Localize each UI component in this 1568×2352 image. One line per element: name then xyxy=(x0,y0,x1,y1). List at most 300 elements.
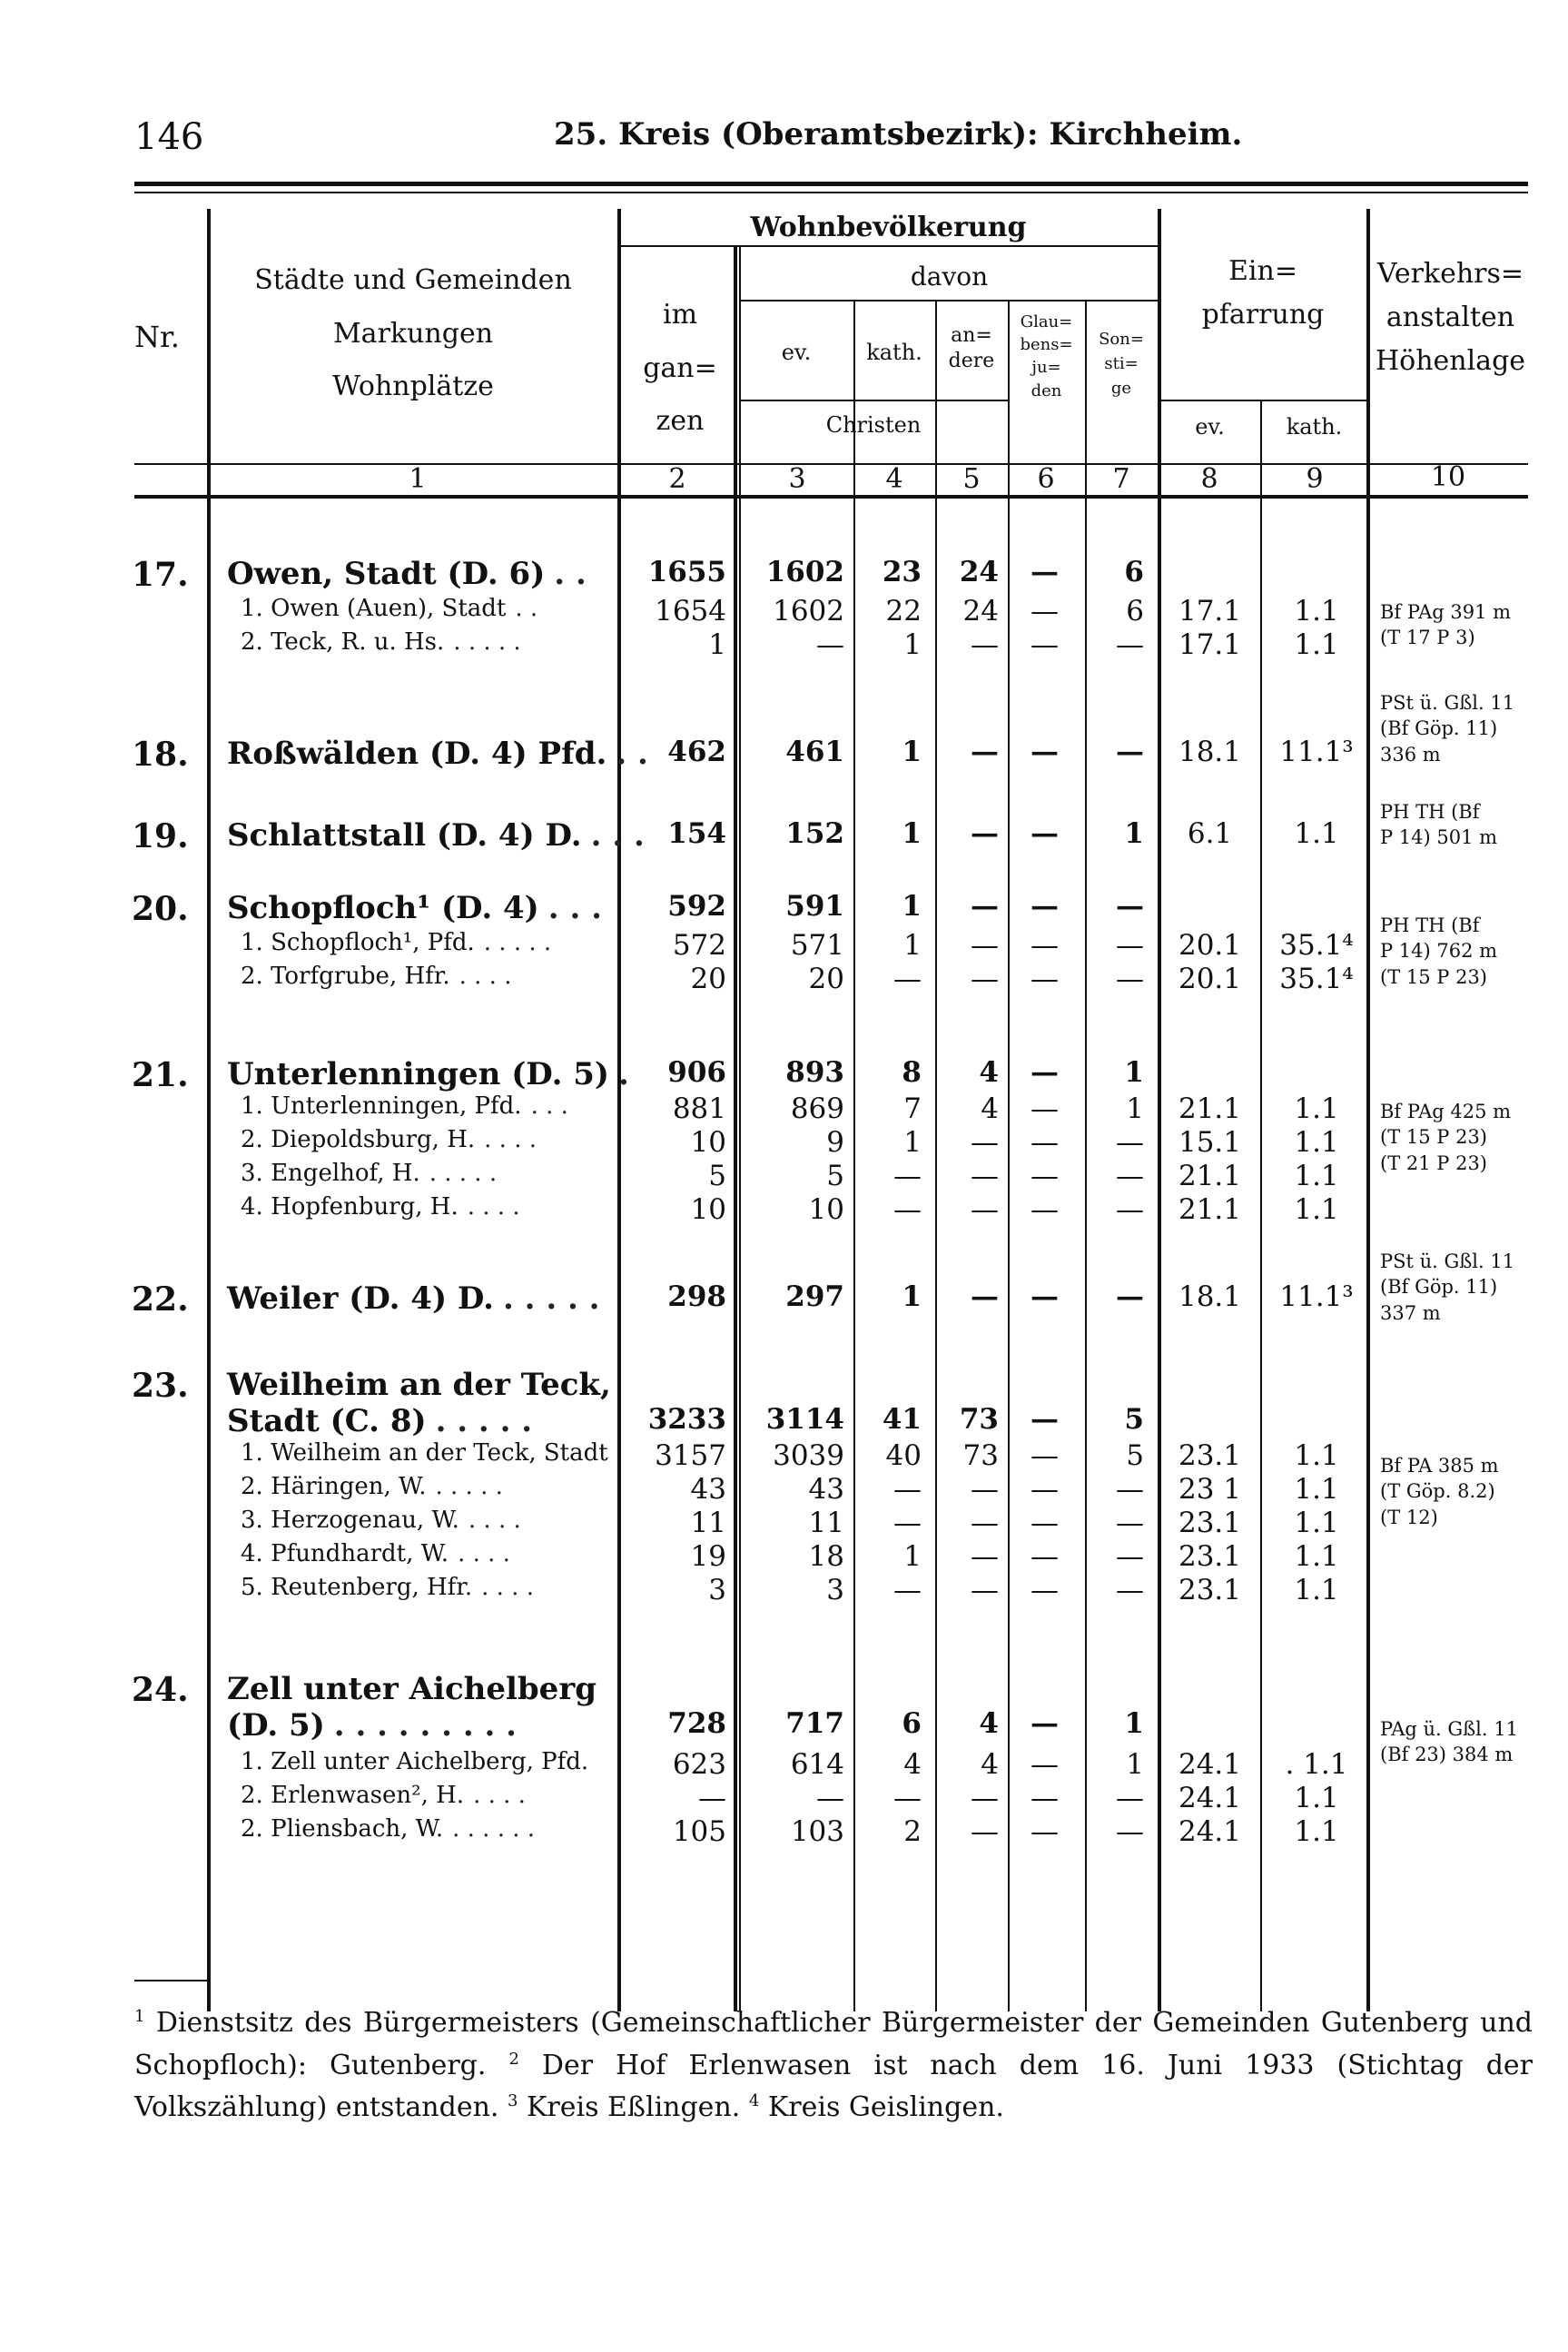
colnum-3: 3 xyxy=(788,463,806,495)
table-row xyxy=(0,1507,1568,1541)
cell-col-4: 1 xyxy=(902,890,922,923)
header-christen: Christen xyxy=(825,412,922,438)
cell-col-7: — xyxy=(1116,1193,1144,1226)
cell-col-8: 24.1 xyxy=(1178,1782,1242,1814)
cell-col-3: 18 xyxy=(808,1540,844,1573)
row-name-text: Stadt (C. 8) xyxy=(227,1403,427,1439)
cell-col-3: 461 xyxy=(785,736,844,768)
cell-col-4: — xyxy=(893,1193,922,1226)
cell-col-7: — xyxy=(1116,890,1144,923)
cell-col-3: 591 xyxy=(785,890,844,923)
cell-col-8: 18.1 xyxy=(1178,736,1242,768)
cell-col-8: 23.1 xyxy=(1178,1540,1242,1573)
cell-col-7: — xyxy=(1116,1507,1144,1539)
cell-col-8: 15.1 xyxy=(1178,1126,1242,1159)
verkehr-line: PAg ü. Gßl. 11 xyxy=(1380,1718,1518,1740)
cell-col-7: — xyxy=(1116,628,1144,661)
verkehr-line: P 14) 501 m xyxy=(1380,826,1498,849)
cell-col-6: — xyxy=(1031,628,1059,661)
cell-col-2: 20 xyxy=(690,963,726,995)
row-name-text: 2. Häringen, W. xyxy=(241,1473,427,1500)
cell-col-2: 462 xyxy=(667,736,726,768)
cell-col-2: 906 xyxy=(667,1056,726,1089)
leader-dots: . . . . . . xyxy=(452,1815,536,1843)
row-name xyxy=(241,1473,503,1500)
cell-col-5: 24 xyxy=(959,556,999,588)
row-name-text: 4. Hopfenburg, H. xyxy=(241,1193,459,1220)
cell-col-7: 1 xyxy=(1124,1056,1144,1089)
colnum-7: 7 xyxy=(1112,463,1130,495)
cell-col-3: 20 xyxy=(808,963,844,995)
table-row xyxy=(0,1473,1568,1507)
cell-col-4: — xyxy=(893,1507,922,1539)
row-name xyxy=(227,817,645,854)
cell-col-7: — xyxy=(1116,1815,1144,1848)
header-davon: davon xyxy=(910,262,989,292)
cell-col-9: 1.1 xyxy=(1294,628,1339,661)
cell-col-6: — xyxy=(1031,1707,1059,1740)
header-sonstige: Son= sti= ge xyxy=(1099,330,1144,398)
leader-dots: . . . . . xyxy=(429,1160,498,1187)
row-name xyxy=(241,1439,608,1467)
cell-col-6: — xyxy=(1031,963,1059,995)
verkehr-entry xyxy=(1380,799,1530,851)
row-number: 24. xyxy=(132,1671,189,1709)
cell-col-9: 1.1 xyxy=(1294,1193,1339,1226)
footnotes xyxy=(134,2002,1533,2130)
cell-col-4: — xyxy=(893,1473,922,1506)
cell-col-4: 7 xyxy=(903,1092,922,1125)
row-name-text: 1. Unterlenningen, Pfd. xyxy=(241,1092,522,1120)
leader-dots: . . . . xyxy=(468,1507,521,1534)
cell-col-9: 1.1 xyxy=(1294,595,1339,628)
footnote-mark-1: 1 xyxy=(134,2007,145,2026)
cell-col-5: — xyxy=(971,1193,999,1226)
row-number: 22. xyxy=(132,1280,189,1319)
verkehr-line: (Bf 23) 384 m xyxy=(1380,1744,1514,1766)
table-row xyxy=(0,1439,1568,1474)
header-ein-kath: kath. xyxy=(1286,414,1343,440)
cell-col-2: 1655 xyxy=(647,556,726,588)
cell-col-9: 1.1 xyxy=(1294,1160,1339,1192)
cell-col-2: 105 xyxy=(672,1815,726,1848)
cell-col-7: — xyxy=(1116,929,1144,962)
leader-dots: . . . . . . . . . xyxy=(333,1707,518,1744)
cell-col-3: 103 xyxy=(790,1815,844,1848)
cell-col-2: 10 xyxy=(690,1193,726,1226)
row-name xyxy=(227,1367,611,1403)
leader-dots: . . . . xyxy=(484,1126,537,1153)
verkehr-line: P 14) 762 m xyxy=(1380,940,1498,963)
row-name xyxy=(241,1193,520,1220)
cell-col-4: 1 xyxy=(903,929,922,962)
verkehr-line: (T 15 P 23) xyxy=(1380,1126,1487,1149)
cell-col-2: 3233 xyxy=(647,1403,726,1436)
cell-col-6: — xyxy=(1031,595,1059,628)
cell-col-8: 24.1 xyxy=(1178,1748,1242,1781)
table-row xyxy=(0,628,1568,663)
page-number: 146 xyxy=(134,116,204,158)
cell-col-3: 614 xyxy=(790,1748,844,1781)
cell-col-4: — xyxy=(893,1782,922,1814)
footnote-2: Der Hof Erlenwasen ist nach dem 16. Juni 1933 (Stichtag der Volkszählung) entstanden. xyxy=(134,2049,1533,2123)
cell-col-9: 1.1 xyxy=(1294,1815,1339,1848)
verkehr-line: (T 15 P 23) xyxy=(1380,965,1487,988)
row-name xyxy=(227,1707,517,1744)
colnum-2: 2 xyxy=(668,463,686,495)
row-name-text: Weilheim an der Teck, xyxy=(227,1367,611,1403)
cell-col-2: 572 xyxy=(672,929,726,962)
cell-col-3: 9 xyxy=(826,1126,844,1159)
row-name xyxy=(227,1056,629,1092)
running-title: 25. Kreis (Oberamtsbezirk): Kirchheim. xyxy=(554,116,1243,153)
leader-dots: . . . . xyxy=(458,1540,510,1567)
row-name-text: 2. Torfgrube, Hfr. xyxy=(241,963,450,990)
row-name-text: 2. Pliensbach, W. xyxy=(241,1815,444,1843)
table-row xyxy=(0,1056,1568,1094)
cell-col-7: — xyxy=(1116,1574,1144,1606)
leader-dots: . . . . xyxy=(467,1193,520,1220)
header-ein-ev: ev. xyxy=(1195,414,1225,440)
cell-col-5: 4 xyxy=(979,1056,999,1089)
table-row xyxy=(0,1540,1568,1575)
cell-col-2: 11 xyxy=(690,1507,726,1539)
cell-col-9: 1.1 xyxy=(1294,1782,1339,1814)
cell-col-3: 297 xyxy=(785,1280,844,1313)
cell-col-8: 6.1 xyxy=(1187,817,1233,850)
cell-col-7: — xyxy=(1116,736,1144,768)
verkehr-line: PH TH (Bf xyxy=(1380,914,1480,936)
verkehr-entry xyxy=(1380,690,1530,767)
cell-col-9: 1.1 xyxy=(1294,1574,1339,1606)
footnote-mark-3: 3 xyxy=(508,2091,518,2110)
verkehr-entry xyxy=(1380,1716,1530,1768)
cell-col-3: — xyxy=(816,1782,844,1814)
cell-col-6: — xyxy=(1031,1473,1059,1506)
verkehr-line: PH TH (Bf xyxy=(1380,801,1480,823)
row-name-text: (D. 5) xyxy=(227,1707,325,1744)
cell-col-3: 3114 xyxy=(765,1403,844,1436)
cell-col-7: — xyxy=(1116,1160,1144,1192)
row-name xyxy=(241,929,551,956)
footnote-rule xyxy=(134,1980,207,1981)
cell-col-7: — xyxy=(1116,1280,1144,1313)
cell-col-8: 21.1 xyxy=(1178,1160,1242,1192)
verkehr-line: PSt ü. Gßl. 11 xyxy=(1380,1250,1515,1272)
cell-col-7: — xyxy=(1116,1782,1144,1814)
cell-col-2: 1654 xyxy=(655,595,726,628)
cell-col-6: — xyxy=(1031,1403,1059,1436)
cell-col-5: — xyxy=(971,628,999,661)
cell-col-4: 8 xyxy=(902,1056,922,1089)
colnum-rule xyxy=(134,495,1528,499)
cell-col-2: — xyxy=(698,1782,726,1814)
cell-col-6: — xyxy=(1031,817,1059,850)
cell-col-2: 5 xyxy=(708,1160,726,1192)
cell-col-5: — xyxy=(971,1473,999,1506)
cell-col-2: 298 xyxy=(667,1280,726,1313)
row-number: 20. xyxy=(132,890,189,928)
cell-col-3: 5 xyxy=(826,1160,844,1192)
table-row xyxy=(0,929,1568,964)
cell-col-4: 1 xyxy=(902,817,922,850)
leader-dots: . . xyxy=(554,556,587,592)
row-name-text: 1. Owen (Auen), Stadt xyxy=(241,595,507,622)
cell-col-8: 20.1 xyxy=(1178,929,1242,962)
header-nr: Nr. xyxy=(134,320,180,354)
einpfarrung-subrule xyxy=(1159,400,1366,401)
leader-dots: . xyxy=(617,1056,629,1092)
footnote-3: Kreis Eßlingen. xyxy=(527,2091,741,2123)
cell-col-7: 1 xyxy=(1126,1092,1144,1125)
table-row xyxy=(0,595,1568,629)
cell-col-6: — xyxy=(1031,929,1059,962)
christen-subrule xyxy=(739,400,1008,401)
cell-col-4: 41 xyxy=(882,1403,922,1436)
footnote-mark-2: 2 xyxy=(508,2049,519,2069)
cell-col-7: 1 xyxy=(1126,1748,1144,1781)
leader-dots: . . . . . xyxy=(483,929,552,956)
row-name-text: 3. Herzogenau, W. xyxy=(241,1507,459,1534)
cell-col-9: 11.1³ xyxy=(1279,736,1354,768)
cell-col-2: 10 xyxy=(690,1126,726,1159)
cell-col-7: — xyxy=(1116,963,1144,995)
cell-col-4: 1 xyxy=(902,736,922,768)
row-name-text: Schopfloch¹ (D. 4) xyxy=(227,890,539,926)
row-name xyxy=(241,1815,535,1843)
cell-col-7: — xyxy=(1116,1126,1144,1159)
verkehr-entry xyxy=(1380,599,1530,651)
cell-col-2: 728 xyxy=(667,1707,726,1740)
cell-col-7: 5 xyxy=(1126,1439,1144,1472)
row-name-text: Weiler (D. 4) D. xyxy=(227,1280,494,1317)
cell-col-4: 1 xyxy=(903,628,922,661)
row-name xyxy=(241,963,511,990)
row-name-text: 1. Zell unter Aichelberg, Pfd. xyxy=(241,1748,589,1775)
cell-col-6: — xyxy=(1031,1126,1059,1159)
verkehr-entry xyxy=(1380,1453,1530,1530)
cell-col-8: 23 1 xyxy=(1178,1473,1242,1506)
verkehr-line: Bf PAg 391 m xyxy=(1380,601,1512,623)
cell-col-8: 17.1 xyxy=(1178,628,1242,661)
leader-dots: . . . . . xyxy=(502,1280,600,1317)
table-top-rule-thin xyxy=(134,192,1528,193)
leader-dots: . . . . xyxy=(473,1782,526,1809)
cell-col-4: 23 xyxy=(882,556,922,588)
row-name-text: Owen, Stadt (D. 6) xyxy=(227,556,546,592)
table-row xyxy=(0,556,1568,594)
verkehr-line: (T 21 P 23) xyxy=(1380,1151,1487,1174)
row-name xyxy=(241,1574,534,1601)
cell-col-8: 23.1 xyxy=(1178,1439,1242,1472)
table-row xyxy=(0,1126,1568,1161)
cell-col-3: 10 xyxy=(808,1193,844,1226)
row-number: 19. xyxy=(132,817,189,855)
cell-col-4: 22 xyxy=(885,595,922,628)
cell-col-2: 43 xyxy=(690,1473,726,1506)
verkehr-entry xyxy=(1380,1099,1530,1176)
header-einpfarrung: Ein= pfarrung xyxy=(1201,255,1325,331)
leader-dots: . . . xyxy=(590,817,645,854)
table-row xyxy=(0,1280,1568,1319)
header-ev: ev. xyxy=(781,340,812,365)
cell-col-8: 21.1 xyxy=(1178,1193,1242,1226)
cell-col-9: . 1.1 xyxy=(1285,1748,1348,1781)
footnote-mark-4: 4 xyxy=(748,2091,760,2110)
cell-col-8: 21.1 xyxy=(1178,1092,1242,1125)
cell-col-3: 1602 xyxy=(773,595,844,628)
leader-dots: . . . . . xyxy=(435,1473,503,1500)
cell-col-6: — xyxy=(1031,1160,1059,1192)
cell-col-2: 19 xyxy=(690,1540,726,1573)
verkehr-line: (T 12) xyxy=(1380,1506,1438,1528)
cell-col-5: — xyxy=(971,817,999,850)
cell-col-5: 24 xyxy=(962,595,999,628)
leader-dots: . . . xyxy=(547,890,602,926)
leader-dots: . . . . . xyxy=(453,628,521,656)
cell-col-5: — xyxy=(971,1574,999,1606)
cell-col-5: — xyxy=(971,890,999,923)
cell-col-6: — xyxy=(1031,1280,1059,1313)
header-glaubensjuden: Glau= bens= ju= den xyxy=(1020,312,1073,400)
cell-col-8: 17.1 xyxy=(1178,595,1242,628)
cell-col-6: — xyxy=(1031,890,1059,923)
verkehr-line: (Bf Göp. 11) xyxy=(1380,1276,1498,1299)
cell-col-7: 6 xyxy=(1124,556,1144,588)
row-name-text: Roßwälden (D. 4) Pfd. xyxy=(227,736,607,772)
verkehr-line: PSt ü. Gßl. 11 xyxy=(1380,692,1515,714)
cell-col-4: 6 xyxy=(902,1707,922,1740)
cell-col-2: 881 xyxy=(672,1092,726,1125)
row-name-text: Schlattstall (D. 4) D. xyxy=(227,817,582,854)
cell-col-8: 24.1 xyxy=(1178,1815,1242,1848)
cell-col-9: 1.1 xyxy=(1294,1507,1339,1539)
verkehr-line: 336 m xyxy=(1380,743,1441,766)
cell-col-6: — xyxy=(1031,1748,1059,1781)
cell-col-9: 35.1⁴ xyxy=(1279,963,1354,995)
cell-col-4: 1 xyxy=(903,1126,922,1159)
verkehr-line: (Bf Göp. 11) xyxy=(1380,717,1498,740)
table-row xyxy=(0,817,1568,855)
cell-col-6: — xyxy=(1031,736,1059,768)
cell-col-2: 3157 xyxy=(655,1439,726,1472)
table-row xyxy=(0,1574,1568,1608)
cell-col-7: 5 xyxy=(1124,1403,1144,1436)
cell-col-7: 1 xyxy=(1124,1707,1144,1740)
row-name-text: 4. Pfundhardt, W. xyxy=(241,1540,449,1567)
cell-col-6: — xyxy=(1031,1782,1059,1814)
cell-col-5: — xyxy=(971,736,999,768)
row-name xyxy=(241,628,521,656)
row-name-text: Unterlenningen (D. 5) xyxy=(227,1056,609,1092)
cell-col-8: 23.1 xyxy=(1178,1574,1242,1606)
cell-col-5: — xyxy=(971,1540,999,1573)
row-number: 17. xyxy=(132,556,189,594)
header-kath: kath. xyxy=(866,340,922,365)
verkehr-line: Bf PA 385 m xyxy=(1380,1455,1499,1477)
verkehr-line: (T 17 P 3) xyxy=(1380,627,1475,649)
table-row xyxy=(0,1671,1568,1709)
row-name-text: 1. Schopfloch¹, Pfd. xyxy=(241,929,475,956)
row-name xyxy=(227,736,648,772)
cell-col-5: — xyxy=(971,1126,999,1159)
cell-col-5: — xyxy=(971,929,999,962)
header-verkehr: Verkehrs= anstalten Höhenlage xyxy=(1375,258,1526,377)
cell-col-5: — xyxy=(971,1507,999,1539)
table-row xyxy=(0,1707,1568,1742)
table-row xyxy=(0,1092,1568,1127)
cell-col-3: 3 xyxy=(826,1574,844,1606)
colnum-9: 9 xyxy=(1306,463,1324,495)
table-row xyxy=(0,963,1568,997)
row-name-text: 2. Diepoldsburg, H. xyxy=(241,1126,476,1153)
cell-col-4: 1 xyxy=(903,1540,922,1573)
verkehr-line: (T Göp. 8.2) xyxy=(1380,1480,1495,1503)
row-name-text: 2. Erlenwasen², H. xyxy=(241,1782,465,1809)
row-name-text: 5. Reutenberg, Hfr. xyxy=(241,1574,473,1601)
cell-col-6: — xyxy=(1031,1439,1059,1472)
row-number: 18. xyxy=(132,736,189,774)
cell-col-5: — xyxy=(971,963,999,995)
row-name xyxy=(241,1748,588,1775)
cell-col-9: 1.1 xyxy=(1294,817,1339,850)
cell-col-3: — xyxy=(816,628,844,661)
row-name xyxy=(241,1160,497,1187)
row-number: 21. xyxy=(132,1056,189,1094)
header-name: Städte und Gemeinden Markungen Wohnplätze xyxy=(254,264,572,402)
table-row xyxy=(0,1193,1568,1228)
cell-col-7: 1 xyxy=(1124,817,1144,850)
cell-col-3: 11 xyxy=(808,1507,844,1539)
cell-col-6: — xyxy=(1031,1540,1059,1573)
cell-col-5: — xyxy=(971,1815,999,1848)
cell-col-2: 592 xyxy=(667,890,726,923)
cell-col-3: 893 xyxy=(785,1056,844,1089)
row-name-text: 1. Weilheim an der Teck, Stadt xyxy=(241,1439,608,1467)
cell-col-9: 11.1³ xyxy=(1279,1280,1354,1313)
leader-dots: . . . . xyxy=(481,1574,534,1601)
cell-col-3: 869 xyxy=(790,1092,844,1125)
cell-col-6: — xyxy=(1031,1507,1059,1539)
cell-col-5: 73 xyxy=(959,1403,999,1436)
cell-col-9: 1.1 xyxy=(1294,1540,1339,1573)
cell-col-6: — xyxy=(1031,1193,1059,1226)
cell-col-6: — xyxy=(1031,1056,1059,1089)
cell-col-4: 40 xyxy=(885,1439,922,1472)
row-name xyxy=(227,1403,532,1439)
cell-col-4: 2 xyxy=(903,1815,922,1848)
cell-col-4: 1 xyxy=(902,1280,922,1313)
verkehr-line: Bf PAg 425 m xyxy=(1380,1101,1512,1122)
cell-col-4: — xyxy=(893,1574,922,1606)
cell-col-9: 1.1 xyxy=(1294,1092,1339,1125)
cell-col-2: 154 xyxy=(667,817,726,850)
row-name xyxy=(227,1280,600,1317)
table-row xyxy=(0,736,1568,774)
row-name xyxy=(241,1507,521,1534)
row-name xyxy=(227,890,602,926)
row-name xyxy=(241,1540,510,1567)
cell-col-5: — xyxy=(971,1782,999,1814)
header-wohnbevoelkerung: Wohnbevölkerung xyxy=(750,212,1027,243)
colnum-8: 8 xyxy=(1200,463,1218,495)
cell-col-3: 43 xyxy=(808,1473,844,1506)
leader-dots: . . . xyxy=(530,1092,568,1120)
row-name xyxy=(241,1126,537,1153)
leader-dots: . . xyxy=(515,595,538,622)
row-name-text: 2. Teck, R. u. Hs. xyxy=(241,628,445,656)
colnum-10: 10 xyxy=(1430,461,1466,493)
